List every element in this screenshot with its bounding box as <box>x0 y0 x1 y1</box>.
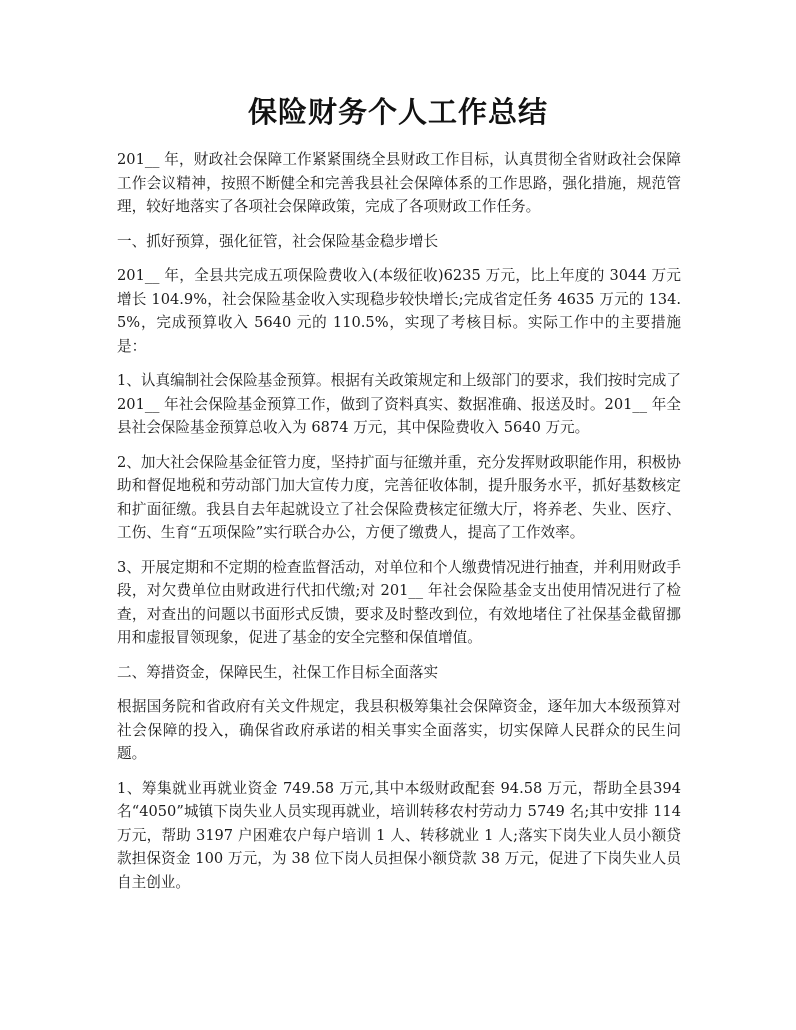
section-2-item-1-paragraph: 1、筹集就业再就业资金 749.58 万元,其中本级财政配套 94.58 万元，帮助全县394 名“4050”城镇下岗失业人员实现再就业，培训转移农村劳动力 5749 名;其中安排 114 万元，帮助 3197 户困难农户每户培训 1 人、转移就业 1 人;落实下岗失业人员小额贷款担保资金 100 万元，为 38 位下岗人员担保小额贷款 38 万元，促进了下岗失业人员自主创业。 <box>117 779 686 891</box>
section-1-item-2-paragraph: 2、加大社会保险基金征管力度，坚持扩面与征缴并重，充分发挥财政职能作用，积极协助和督促地税和劳动部门加大宣传力度，完善征收体制，提升服务水平，抓好基数核定和扩面征缴。我县自去年起就设立了社会保险费核定征缴大厅，将养老、失业、医疗、工伤、生育“五项保险”实行联合办公，方便了缴费人，提高了工作效率。 <box>117 453 681 541</box>
section-heading-2: 二、筹措资金，保障民生，社保工作目标全面落实 <box>117 663 439 681</box>
section-2-summary-paragraph: 根据国务院和省政府有关文件规定，我县积极筹集社会保障资金，逐年加大本级预算对社会保障的投入，确保省政府承诺的相关事实全面落实，切实保障人民群众的民生问题。 <box>117 698 681 762</box>
intro-paragraph: 201__ 年，财政社会保障工作紧紧围绕全县财政工作目标，认真贯彻全省财政社会保障工作会议精神，按照不断健全和完善我县社会保障体系的工作思路，强化措施，规范管理，较好地落实了各项社会保障政策，完成了各项财政工作任务。 <box>117 151 681 215</box>
document-title: 保险财务个人工作总结 <box>247 95 548 129</box>
document-body <box>117 148 686 905</box>
section-1-item-1-paragraph: 1、认真编制社会保险基金预算。根据有关政策规定和上级部门的要求，我们按时完成了 201__ 年社会保险基金预算工作，做到了资料真实、数据准确、报送及时。201__ 年全县社会保险基金预算总收入为 6874 万元，其中保险费收入 5640 万元。 <box>117 372 686 436</box>
section-1-item-3-paragraph: 3、开展定期和不定期的检查监督活动，对单位和个人缴费情况进行抽查，并利用财政手段，对欠费单位由财政进行代扣代缴;对 201__ 年社会保险基金支出使用情况进行了检查，对查出的问题以书面形式反馈，要求及时整改到位，有效地堵住了社保基金截留挪用和虚报冒领现象，促进了基金的安全完整和保值增值。 <box>117 558 681 646</box>
section-heading-1: 一、抓好预算，强化征管，社会保险基金稳步增长 <box>117 232 439 250</box>
section-1-summary-paragraph: 201__ 年，全县共完成五项保险费收入(本级征收)6235 万元，比上年度的 3044 万元增长 104.9%，社会保险基金收入实现稳步较快增长;完成省定任务 4635 万元的 134.5%，完成预算收入 5640 元的 110.5%，实现了考核目标。实际工作中的主要措施是： <box>117 267 681 355</box>
